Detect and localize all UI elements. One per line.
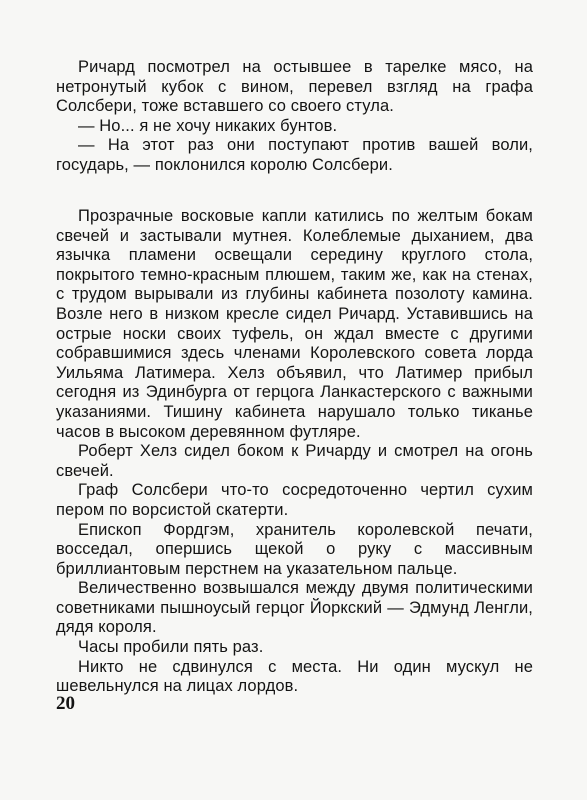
paragraph: Епископ Фордгэм, хранитель королевской печати, восседал, опершись щекой о руку с массивным бриллиантовым перстнем на указательном пальце. [56,520,533,578]
paragraph: Роберт Хелз сидел боком к Ричарду и смотрел на огонь свечей. [56,442,533,480]
paragraph: Никто не сдвинулся с места. Ни один мускул не шевельнулся на лицах лордов. [56,657,533,696]
paragraph: — На этот раз они поступают против вашей воли, государь, — поклонился королю Солсбери. [56,136,533,174]
text-section-2 [56,207,533,697]
paragraph: Ричард посмотрел на остывшее в тарелке мясо, на нетронутый кубок с вином, перевел взгляд на графа Солсбери, тоже вставшего со своего стула. [56,58,533,116]
paragraph: Граф Солсбери что-то сосредоточенно чертил сухим пером по ворсистой скатерти. [56,481,533,519]
paragraph: — Но... я не хочу никаких бунтов. [78,116,338,135]
paragraph: Часы пробили пять раз. [78,638,264,657]
paragraph: Величественно возвышался между двумя политическими советниками пышноусый герцог Йоркский — Эдмунд Ленгли, дядя короля. [56,579,533,637]
text-section-1 [56,58,533,176]
paragraph: Прозрачные восковые капли катились по желтым бокам свечей и застывали мутнея. Колеблемые дыханием, два язычка пламени освещали середину круглого стола, покрытого темно-красным плюшем, таким же, как на стенах, с трудом вырывали из глубины кабинета позолоту камина. Возле него в низком кресле сидел Ричард. Уставившись на острые носки своих туфель, он ждал вместе с другими собравшимися здесь членами Королевского совета лорда Уильяма Латимера. Хелз объявил, что Латимер прибыл сегодня из Эдинбурга от герцога Ланкастерского с важными указаниями. Тишину кабинета нарушало только тиканье часов в высоком деревянном футляре. [56,207,533,441]
page-number: 20 [56,693,75,714]
